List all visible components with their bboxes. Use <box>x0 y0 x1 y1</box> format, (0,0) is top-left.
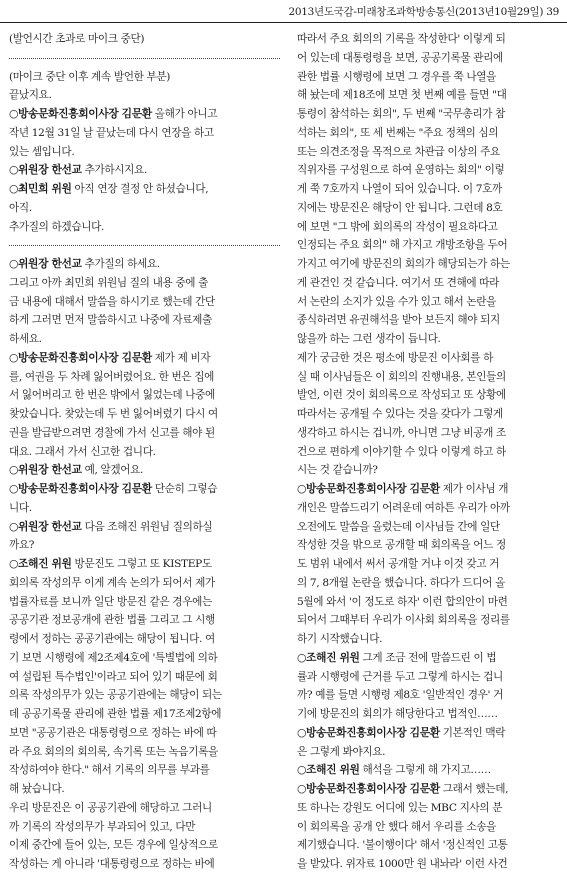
text-line <box>9 274 280 293</box>
text-line <box>297 593 559 612</box>
speaker-line <box>9 255 280 274</box>
speaker-name: ○방송문화진흥회이사장 김문환 <box>297 482 440 495</box>
line-text: 이제 중간에 들어 있는, 모든 경우에 일상적으로 <box>9 839 218 852</box>
text-line <box>9 611 280 630</box>
text-line <box>297 424 559 443</box>
speaker-line <box>297 480 559 499</box>
text-line <box>297 536 559 555</box>
speaker-name: ○조해진 위원 <box>9 557 72 570</box>
speaker-line <box>9 349 280 368</box>
line-text: 법률자료를 보니까 일단 방문진 같은 경우에는 <box>9 595 212 608</box>
line-text: 해석을 그렇게 해 가지고…… <box>359 764 491 777</box>
line-text: 대요. 그래서 가서 신고한 겁니다. <box>9 445 156 458</box>
line-text: 작년 12월 31일 날 끝났는데 다시 연장을 하고 <box>9 126 214 139</box>
line-text: 게 쭉 7호까지 나열이 되어 있습니다. 이 7호까 <box>297 183 502 195</box>
line-text: 의록 작성의무가 있는 공공기관에는 해당이 되는 <box>9 689 222 702</box>
text-line <box>297 86 559 105</box>
text-line <box>297 368 559 387</box>
line-text: 시는 것 같습니까? <box>297 464 378 477</box>
line-text: 서 잃어버리고 한 번은 밖에서 잃었는데 나중에 <box>9 389 215 402</box>
section-divider <box>9 236 280 255</box>
line-text: 니다. <box>9 501 32 514</box>
speaker-name: ○위원장 한선교 <box>9 257 82 270</box>
line-text: 우리 방문진은 이 공공기관에 해당하고 그러니 <box>9 801 212 814</box>
line-text: 직위자를 구성원으로 하여 운영하는 회의" 이렇 <box>297 164 505 177</box>
line-text: 발언, 이런 것이 회의록으로 작성되고 또 상황에 <box>297 389 506 402</box>
text-line <box>9 836 280 855</box>
line-text: 서 논란의 소지가 있을 수가 있고 해서 논란을 <box>297 295 497 308</box>
text-line <box>9 330 280 349</box>
line-text: 률과 시행령에 근거를 두고 그렇게 하시는 겁니 <box>297 670 503 683</box>
speaker-name: ○위원장 한선교 <box>9 519 82 533</box>
line-text: 제기했습니다. '불이행이다' 해서 '정신적인 고통 <box>297 839 508 852</box>
text-line <box>9 386 280 405</box>
line-text: 단순히 그렇습 <box>151 483 218 495</box>
line-text: 게 관건인 것 같습니다. 여기서 또 견해에 따라 <box>297 276 500 289</box>
text-line <box>9 293 280 312</box>
line-text: 그리고 아까 최민희 위원님 질의 내용 중에 출 <box>9 276 209 289</box>
line-text: 아직 연장 결정 안 하셨습니다, <box>71 183 209 195</box>
line-text: 제가 궁금한 것은 평소에 방문진 이사회를 하 <box>297 351 494 364</box>
text-line <box>9 630 280 649</box>
text-line <box>297 255 559 274</box>
line-text: 또는 의견조정을 목적으로 차관급 이상의 주요 <box>297 145 500 158</box>
header-text: 2013년도국감-미래창조과학방송통신(2013년10월29일) 39 <box>288 6 559 18</box>
text-line <box>297 199 559 218</box>
line-text: 그래서 했는데, <box>439 783 509 795</box>
line-text: 해 놨습니다. <box>9 783 65 795</box>
left-column <box>9 30 280 874</box>
text-line <box>297 68 559 87</box>
line-text: 추가질의 하세요. <box>81 258 160 270</box>
line-text: 관한 법률 시행령에 보면 그 경우를 쭉 나열을 <box>297 70 497 83</box>
line-text: 않을까 하는 그런 생각이 듭니다. <box>297 333 441 345</box>
text-line <box>297 836 559 855</box>
line-text: 어 있는데 대통령령을 보면, 공공기록물 관리에 <box>297 51 503 64</box>
text-line <box>297 686 559 705</box>
line-text: 개인은 말씀드리기 어려운데 여하튼 우리가 아까 <box>297 501 510 514</box>
line-text: 령에서 정하는 공공기관에는 해당이 됩니다. 여 <box>9 633 215 645</box>
text-line <box>297 105 559 124</box>
line-text: 따라서 주요 회의의 기록을 작성한다' 이렇게 되 <box>297 33 506 45</box>
line-text: 권을 발급받으려면 경찰에 가서 신고를 해야 된 <box>9 426 215 439</box>
line-text: 제가 제 비자 <box>151 351 211 364</box>
text-line <box>297 349 559 368</box>
text-line <box>9 649 280 668</box>
line-text: 예, 알겠어요. <box>81 464 144 477</box>
text-line <box>9 724 280 743</box>
line-text: 도 범위 내에서 써서 공개할 거냐 이것 갖고 거 <box>297 558 500 570</box>
text-line <box>9 311 280 330</box>
line-text: 해 놨는데 제18조에 보면 첫 번째 예를 들면 "대 <box>297 89 507 102</box>
line-text: 의 7, 8개월 논란을 했습니다. 하다가 드디어 올 <box>297 576 505 589</box>
text-line <box>297 668 559 687</box>
line-text: 까? 예를 들면 시행령 제8호 '일반적인 경우' 거 <box>297 689 503 702</box>
text-line <box>297 311 559 330</box>
line-text: 제가 이사님 개 <box>439 483 509 495</box>
line-text: 방문진도 그렇고 또 KISTEP도 <box>71 558 212 570</box>
line-text: 작성한 것을 밖으로 공개할 때 회의록을 어느 정 <box>297 539 506 552</box>
line-text: 생각하고 하시는 겁니까, 아니면 그냥 비공개 조 <box>297 426 506 439</box>
text-line <box>297 330 559 349</box>
line-text: 기 보면 시행령에 제2조제4호에 '특별법에 의하 <box>9 651 218 664</box>
text-line <box>297 630 559 649</box>
line-text: 아직. <box>9 201 32 214</box>
speaker-name: ○조해진 위원 <box>297 763 360 777</box>
speaker-name: ○방송문화진흥회이사장 김문환 <box>297 725 440 739</box>
text-line <box>9 30 280 49</box>
speaker-line <box>9 161 280 180</box>
line-text: 여 설립된 특수법인'이라고 되어 있기 때문에 회 <box>9 670 218 683</box>
line-text: 끝났지요. <box>9 89 52 102</box>
line-text: 올해가 아니고 <box>151 108 218 120</box>
text-line <box>297 386 559 405</box>
speaker-line <box>9 180 280 199</box>
line-text: 오전에도 말씀을 올렸는데 이사님들 간에 일단 <box>297 520 500 533</box>
line-text: 까 기록의 작성의무가 부과되어 있고, 다만 <box>9 820 196 833</box>
text-line <box>9 443 280 462</box>
text-line <box>297 799 559 818</box>
text-line <box>297 555 559 574</box>
text-line <box>9 536 280 555</box>
text-line <box>9 368 280 387</box>
speaker-line <box>297 780 559 799</box>
text-line <box>297 143 559 162</box>
text-line <box>9 199 280 218</box>
line-text: 하세요. <box>9 333 42 345</box>
text-line <box>297 124 559 143</box>
line-text: 종식하려면 유권해석을 받아 보든지 해야 되지 <box>297 314 500 327</box>
text-line <box>297 743 559 762</box>
line-text: 그게 조금 전에 말씀드린 이 법 <box>359 651 497 664</box>
line-text: 기본적인 맥락 <box>439 726 506 739</box>
text-line <box>297 518 559 537</box>
line-text: 를, 여권을 두 차례 잃어버렸어요. 한 번은 집에 <box>9 370 215 383</box>
text-line <box>9 218 280 237</box>
line-text: 5월에 와서 '이 정도로 하자' 이런 합의안이 마련 <box>297 595 508 608</box>
right-column <box>297 30 559 874</box>
line-text: 건으로 편하게 이야기할 수 있다 이렇게 하고 하 <box>297 445 506 458</box>
speaker-name: ○위원장 한선교 <box>9 463 82 477</box>
page-header <box>0 0 567 23</box>
line-text: 되어서 그때부터 우리가 이사회 회의록을 정리를 <box>297 614 510 627</box>
text-line <box>9 705 280 724</box>
text-line <box>297 461 559 480</box>
text-line <box>9 668 280 687</box>
text-line <box>9 86 280 105</box>
text-line <box>297 405 559 424</box>
text-line <box>9 143 280 162</box>
line-text: 작성하는 게 아니라 '대통령령으로 정하는 바에 <box>9 858 215 870</box>
text-line <box>297 293 559 312</box>
line-text: 가지고 여기에 방문진의 회의가 해당되는가 하는 <box>297 258 510 270</box>
speaker-line <box>297 649 559 668</box>
line-text: 에 보면 "그 밖에 회의록의 작성이 필요하다고 <box>297 220 498 233</box>
line-text: 하기 시작했습니다. <box>297 633 383 645</box>
text-line <box>297 49 559 68</box>
text-line <box>9 818 280 837</box>
text-line <box>297 218 559 237</box>
text-line <box>297 818 559 837</box>
text-line <box>297 855 559 874</box>
text-line <box>9 499 280 518</box>
speaker-line <box>9 480 280 499</box>
line-text: 추가하시지요. <box>81 164 147 177</box>
line-text: 이 회의록을 공개 안 했다 해서 우리를 소송을 <box>297 820 497 833</box>
line-text: 인정되는 주요 회의" 해 가지고 개방조항을 두어 <box>297 239 508 252</box>
speaker-name: ○위원장 한선교 <box>9 163 82 177</box>
text-line <box>9 855 280 874</box>
line-text: 데 공공기록물 관리에 관한 법률 제17조제2항에 <box>9 708 222 720</box>
line-text: 통령이 참석하는 회의", 두 번째 "국무총리가 참 <box>297 108 506 120</box>
text-line <box>297 161 559 180</box>
line-text: 하게 그러면 먼저 말씀하시고 나중에 자료제출 <box>9 314 212 327</box>
speaker-name: ○방송문화진흥회이사장 김문환 <box>9 482 152 495</box>
speaker-line <box>9 518 280 537</box>
speaker-name: ○방송문화진흥회이사장 김문환 <box>9 350 152 364</box>
line-text: 까요? <box>9 539 35 552</box>
text-line <box>9 743 280 762</box>
speaker-line <box>9 105 280 124</box>
line-text: 지에는 방문진은 해당이 안 됩니다. 그런데 8호 <box>297 201 503 214</box>
line-text: 찾았습니다. 찾았는데 두 번 잃어버렸기 다시 여 <box>9 408 218 420</box>
line-text: 석하는 회의", 또 세 번째는 "주요 정책의 심의 <box>297 126 499 139</box>
text-line <box>297 499 559 518</box>
line-text: 따라서는 공개될 수 있다는 것을 갖다가 그렇게 <box>297 408 503 420</box>
text-line <box>297 574 559 593</box>
text-line <box>9 424 280 443</box>
line-text: (발언시간 초과로 마이크 중단) <box>9 33 145 45</box>
text-line <box>9 405 280 424</box>
speaker-name: ○최민희 위원 <box>9 182 72 195</box>
text-line <box>9 68 280 87</box>
line-text: 금 내용에 대해서 말씀을 하시기로 했는데 간단 <box>9 295 215 308</box>
line-text: 기에 방문진의 회의가 해당한다고 법적인…… <box>297 708 498 720</box>
line-text: 회의록 작성의무 이게 계속 논의가 되어서 제가 <box>9 576 215 589</box>
text-line <box>297 236 559 255</box>
speaker-line <box>297 724 559 743</box>
text-line <box>297 611 559 630</box>
line-text: 라 주요 회의의 회의록, 속기록 또는 녹음기록을 <box>9 745 218 758</box>
text-line <box>297 443 559 462</box>
text-line <box>297 30 559 49</box>
line-text: 또 하나는 강원도 어디에 있는 MBC 지사의 분 <box>297 801 503 814</box>
line-text: 추가질의 하겠습니다. <box>9 220 104 233</box>
line-text: 작성하여야 한다." 해서 기록의 의무를 부과를 <box>9 764 210 777</box>
section-divider <box>9 49 280 68</box>
speaker-name: ○방송문화진흥회이사장 김문환 <box>297 782 440 795</box>
line-text: 실 때 이사님들은 이 회의의 진행내용, 본인들의 <box>297 370 506 383</box>
text-line <box>9 124 280 143</box>
text-line <box>9 686 280 705</box>
text-line <box>9 761 280 780</box>
speaker-name: ○방송문화진흥회이사장 김문환 <box>9 107 152 120</box>
line-text: 다음 조해진 위원님 질의하실 <box>81 520 213 533</box>
line-text: 을 받았다. 위자료 1000만 원 내놔라' 이런 사건 <box>297 858 508 870</box>
line-text: 보면 "공공기관은 대통령령으로 정하는 바에 따 <box>9 726 217 739</box>
speaker-line <box>297 761 559 780</box>
text-line <box>9 593 280 612</box>
speaker-line <box>9 461 280 480</box>
text-line <box>297 705 559 724</box>
line-text: 공공기관 정보공개에 관한 법률 그리고 그 시행 <box>9 614 215 627</box>
line-text: (마이크 중단 이후 계속 발언한 부분) <box>9 70 171 83</box>
speaker-name: ○조해진 위원 <box>297 650 360 664</box>
line-text: 있는 셈입니다. <box>9 145 75 158</box>
text-line <box>297 180 559 199</box>
text-line <box>9 799 280 818</box>
text-line <box>9 574 280 593</box>
speaker-line <box>9 555 280 574</box>
text-line <box>297 274 559 293</box>
text-line <box>9 780 280 799</box>
line-text: 은 그렇게 봐야지요. <box>297 745 386 758</box>
